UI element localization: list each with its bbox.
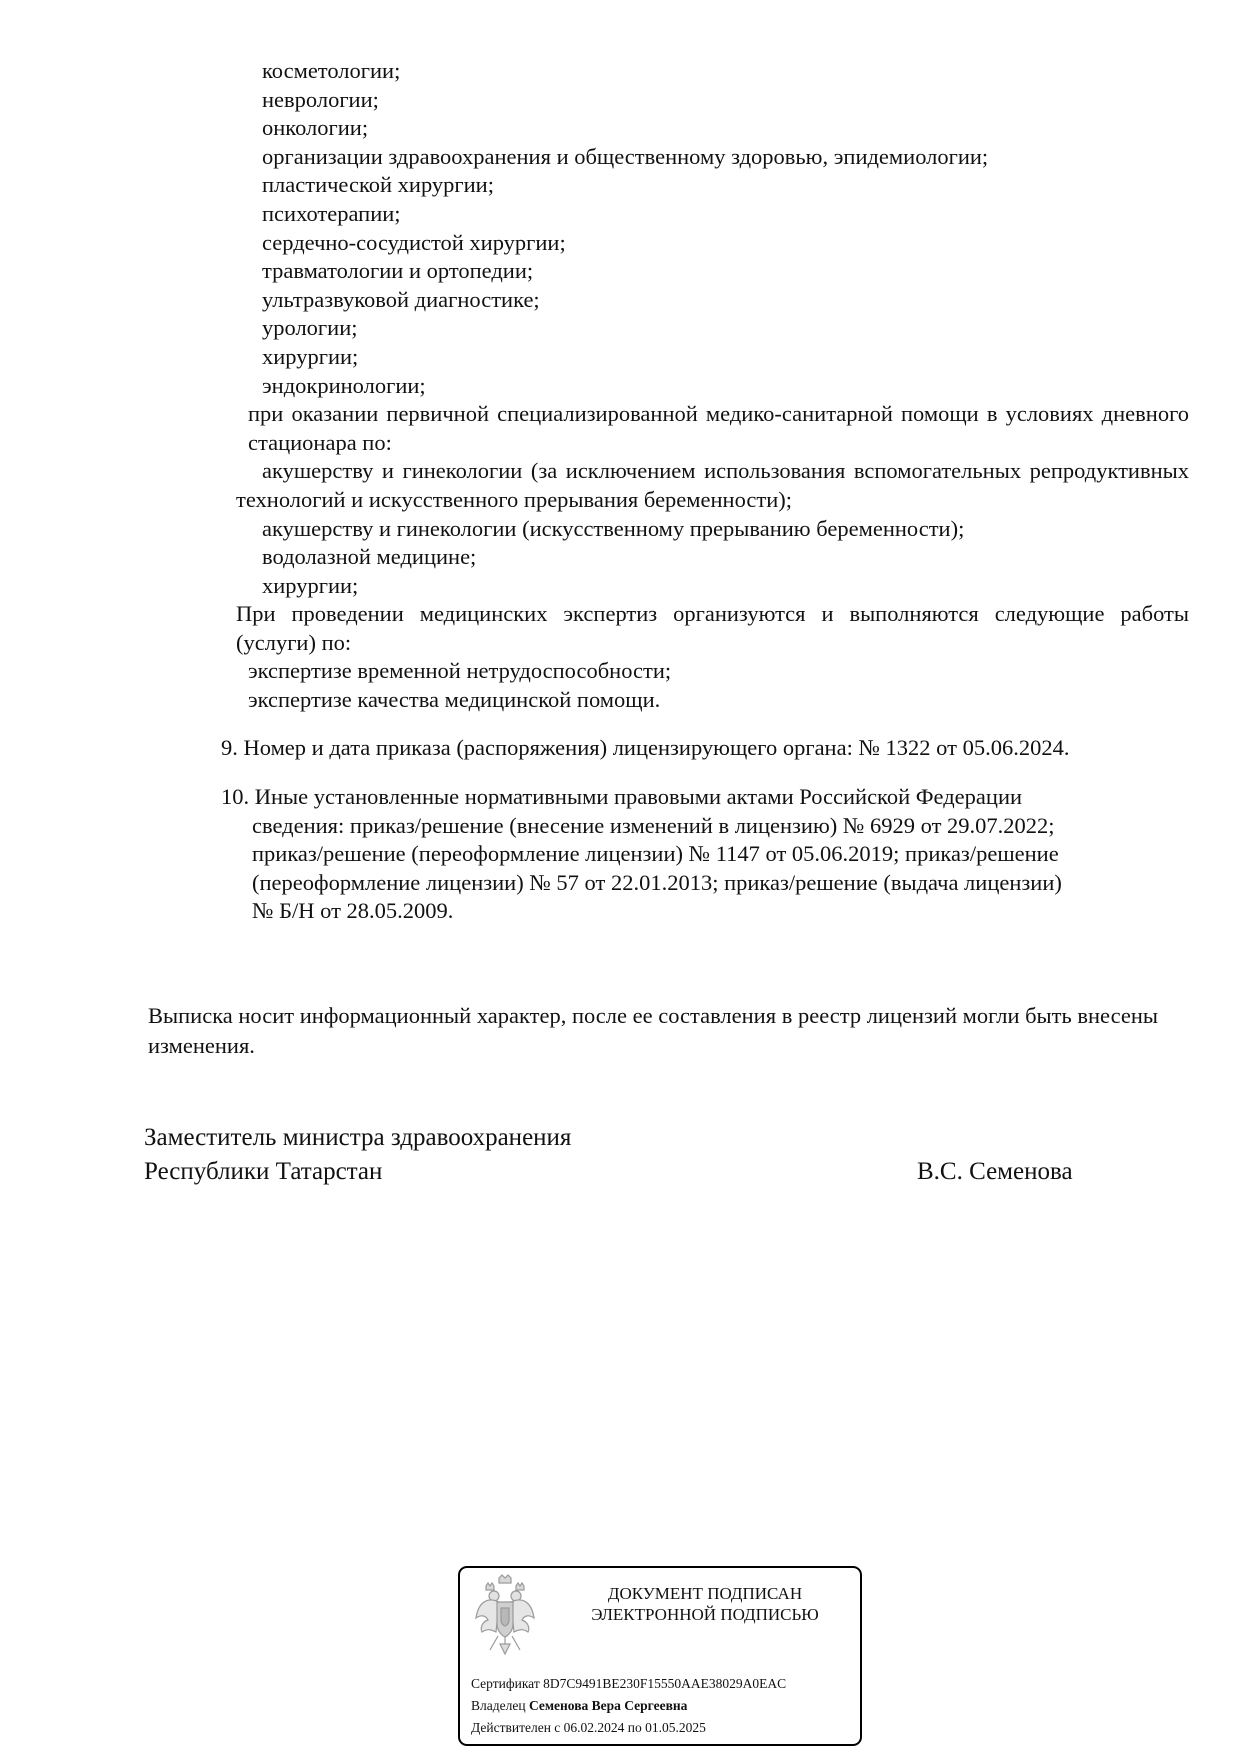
list-item: сердечно-сосудистой хирургии; (262, 229, 566, 255)
certificate-value: 8D7C9491BE230F15550AAE38029A0EAC (543, 1676, 787, 1691)
list-item: онкологии; (262, 115, 369, 141)
list-item: психотерапии; (262, 200, 401, 226)
list-item: косметологии; (262, 58, 401, 83)
list-item: урологии; (262, 315, 358, 341)
list-item: экспертизе временной нетрудоспособности; (248, 658, 672, 684)
other-info-line: № Б/Н от 28.05.2009. (252, 898, 454, 924)
list-item: ультразвуковой диагностике; (262, 286, 540, 312)
list-item: неврологии; (262, 86, 379, 112)
stamp-heading-line: ДОКУМЕНТ ПОДПИСАН (607, 1584, 803, 1603)
other-info-item (221, 783, 1062, 926)
owner-line (471, 1695, 786, 1717)
stamp-heading-line: ЭЛЕКТРОННОЙ ПОДПИСЬЮ (591, 1605, 819, 1624)
list-item: акушерству и гинекологии (искусственному прерыванию беременности); (262, 515, 965, 541)
other-info-line: (переоформление лицензии) № 57 от 22.01.2013; приказ/решение (выдача лицензии) (252, 869, 1062, 895)
signer-name: В.С. Семенова (917, 1158, 1073, 1185)
other-info-first-line: 10. Иные установленные нормативными правовыми актами Российской Федерации (221, 784, 1023, 809)
list-item: эндокринологии; (262, 372, 426, 398)
owner-value: Семенова Вера Сергеевна (528, 1698, 688, 1713)
license-order-item: 9. Номер и дата приказа (распоряжения) лицензирующего органа: № 1322 от 05.06.2024. (221, 735, 1070, 760)
disclaimer-text: Выписка носит информационный характер, после ее составления в реестр лицензий могли быть внесены изменения. (148, 1003, 1159, 1058)
list-item: экспертизе качества медицинской помощи. (248, 687, 661, 713)
list-item: травматологии и ортопедии; (262, 258, 534, 284)
expertise-heading: При проведении медицинских экспертиз организуются и выполняются следующие работы (услуги) по: (236, 601, 1189, 655)
signatory-position-line: Республики Татарстан (144, 1158, 383, 1185)
stamp-heading (560, 1583, 850, 1625)
stamp-details (471, 1673, 786, 1739)
list-item: организации здравоохранения и общественному здоровью, эпидемиологии; (262, 143, 989, 169)
signatory-position (144, 1121, 571, 1189)
list-item: пластической хирургии; (262, 172, 494, 198)
validity-line: Действителен с 06.02.2024 по 01.05.2025 (471, 1720, 706, 1735)
list-item: хирургии; (262, 343, 359, 369)
list-item: акушерству и гинекологии (за исключением использования вспомогательных репродуктивных технологий и искусственного прерывания беременности); (236, 458, 1189, 512)
other-info-line: приказ/решение (переоформление лицензии) № 1147 от 05.06.2019; приказ/решение (252, 841, 1059, 867)
certificate-label: Сертификат (471, 1676, 540, 1691)
services-list (236, 57, 1189, 715)
russian-coat-of-arms-icon (472, 1574, 538, 1658)
certificate-line (471, 1673, 786, 1695)
list-item: хирургии; (262, 572, 359, 598)
day-hospital-heading: при оказании первичной специализированной медико-санитарной помощи в условиях дневного стационара по: (248, 401, 1189, 455)
list-item: водолазной медицине; (262, 544, 477, 570)
signatory-position-line: Заместитель министра здравоохранения (144, 1124, 572, 1151)
electronic-signature-stamp (458, 1566, 862, 1746)
owner-label: Владелец (471, 1698, 526, 1713)
other-info-line: сведения: приказ/решение (внесение изменений в лицензию) № 6929 от 29.07.2022; (252, 812, 1055, 838)
